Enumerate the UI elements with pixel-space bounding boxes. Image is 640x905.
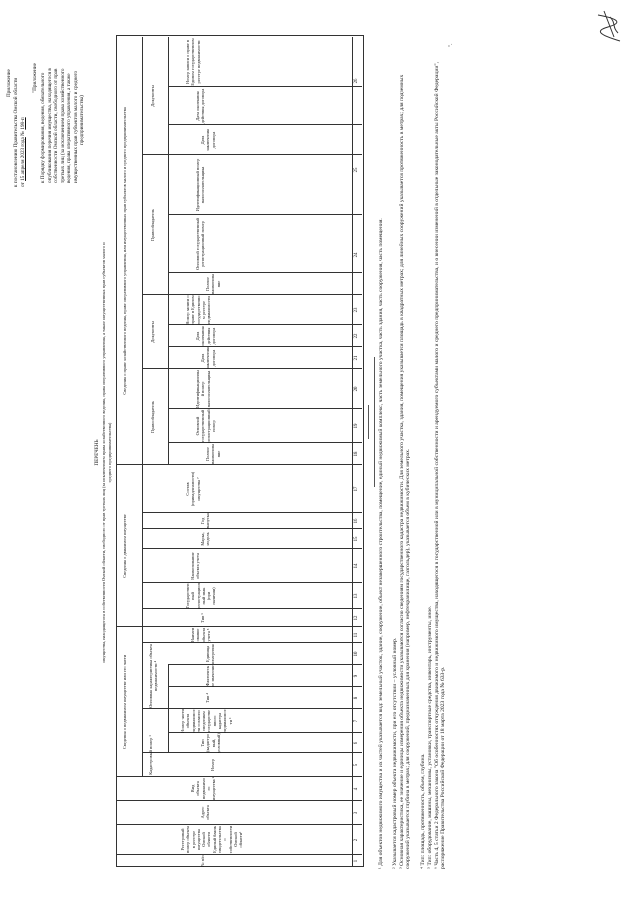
footnote-4: ⁴ Тип: площадь, протяженность, объем, глубина. xyxy=(420,753,426,869)
col-number: 16 xyxy=(354,518,359,524)
appendix-date: 15 апреля 2023 года xyxy=(20,137,26,181)
col-number: 23 xyxy=(354,307,359,313)
col-number: 22 xyxy=(354,333,359,339)
col-header-cadastral: Кадастровый номер ³ xyxy=(148,735,153,775)
col-header-doc-date-2: Дата заключения договора xyxy=(200,129,216,151)
col-number: 5 xyxy=(354,763,359,767)
footnote-1: ¹ Для объектов недвижимого имущества и их частей указывается вид: земельный участок, здание, сооружение, объект незавершенного строительства, помещение, единый недвижимый комплекс, часть земельного участка, часть здания, часть сооружения, часть помещения. xyxy=(378,218,384,869)
col-number: 2 xyxy=(354,838,359,842)
col-header-cad-number: Номер xyxy=(210,758,215,772)
document-title-line1: имущества, находящегося в собственности Омской области, свободного от прав третьих лиц (за исключением права хозяйственного ведения, права оперативного управления, а также имущественных прав субъектов малого и xyxy=(101,242,106,663)
appendix2-line: к Порядку формирования, ведения, обязательного xyxy=(40,72,46,183)
col-number: 17 xyxy=(354,486,359,492)
col-header-doc-num-2: Номер записи о праве в Едином государственном реестре недвижимости xyxy=(185,38,201,86)
group-header-movable: Сведения о движимом имуществе xyxy=(122,514,127,578)
col-header-mv-type: Тип ⁶ xyxy=(200,613,205,623)
appendix2-line: собственности Омской области, свободного от прав xyxy=(53,68,59,183)
col-header-doc-end-2: Дата окончания действия договора xyxy=(195,88,206,124)
col-number: 15 xyxy=(354,536,359,542)
col-number: 9 xyxy=(354,674,359,678)
group-header-rights: Сведения о праве хозяйственного ведения, праве оперативного управления, или имущественных прав субъектов малого и среднего предпринимательства xyxy=(122,107,127,395)
col-header-inn-2: Идентификационный номер налогоплательщика xyxy=(195,158,206,212)
appendix2-line: опубликования перечня имущества, находящегося в xyxy=(46,68,53,183)
footnote-5: ⁵ Тип: оборудование, машины, механизмы, установки, транспортные средства, инвентарь, инструменты, иное. xyxy=(427,605,433,869)
footnote-6: ⁶ Часть 4, 5 статьи 2 Федерального закона "Об особенностях отчуждения движимого и недвижимого имущества, находящегося в государственной или в муниципальной собственности и арендуемого субъектами малого и среднего предпринимательства, и о внесении изменений в отдельные законодательные акты Российской Федерации", распоряжение Правительства Российской Федерации от 18 марта 2023 года № 633-р. xyxy=(434,61,447,869)
col-header-part: Номер части объекта недвижимости согласно сведениям государственного кадастра недвижимости ³ xyxy=(180,709,233,733)
col-header-mv-year: Год выпуска xyxy=(200,513,211,529)
col-header-mc-fact: Фактическое значение xyxy=(205,665,216,687)
col-number: 24 xyxy=(354,252,359,258)
col-header-mc-type: Тип ⁴ xyxy=(205,693,210,703)
col-number: 1 xyxy=(354,859,359,863)
col-header-holder-2: Правообладатель xyxy=(150,208,155,242)
col-number: 13 xyxy=(354,593,359,599)
col-header-mainchar: Основная характеристика объекта недвижимости ⁴ xyxy=(148,644,159,708)
appendix2-title: "Приложение xyxy=(32,63,38,93)
document-title-line2: среднего предпринимательства) xyxy=(107,422,112,483)
document-heading: ПЕРЕЧЕНЬ xyxy=(94,439,100,466)
col-header-mv-reg: Государственный регистрационный знак (при наличии) xyxy=(185,583,217,609)
closing-mark: ". xyxy=(448,43,454,47)
footnote-3: ³ Основная характеристика, ее значение и единицы измерения объекта недвижимости указываются согласно сведениям государственного кадастра недвижимости. Для земельного участка, здания, помещения указывается площадь в квадратных метрах; для линейных сооружений указывается протяженность в метрах; для подземных сооружений указывается глубина в метрах; для сооружений, предназначенных для хранения (например, нефтехранилище, газгольдер), указывается объем в кубических метрах. xyxy=(399,74,412,869)
appendix-line-3: от 15 апреля 2023 года № 198-п xyxy=(20,117,26,187)
col-header-name-full-2: Полное наименование xyxy=(205,274,221,294)
appendix2-line: предпринимательства) xyxy=(79,95,85,145)
signature-line xyxy=(374,357,375,487)
handwritten-signature xyxy=(590,5,626,45)
group-header-realestate: Сведения о недвижимом имуществе или его части xyxy=(122,654,127,750)
col-number: 25 xyxy=(354,167,359,173)
appendix-line-2: к постановлению Правительства Омской области xyxy=(13,77,19,187)
footnote-2: ² Указывается кадастровый номер объекта недвижимости, при его отсутствии – условный номер. xyxy=(392,637,398,869)
col-number: 8 xyxy=(354,696,359,700)
col-header-reg: Реестровый номер объекта в реестре имущества Омской области Единый бланк свидетельства о собственности Омской области¹ xyxy=(180,825,244,854)
col-number: 11 xyxy=(354,632,359,638)
col-number: 12 xyxy=(354,615,359,621)
appendix2-line: третьих лиц (за исключением права хозяйственного xyxy=(59,68,66,183)
col-header-doc-end: Дата окончания действия договора xyxy=(195,326,216,346)
col-header-type: Вид объекта недвижимого имущества ² xyxy=(190,777,217,800)
col-number: 4 xyxy=(354,787,359,791)
col-header-inn: Идентификационный номер налогоплательщика xyxy=(195,370,211,408)
col-header-mv-name: Наименование объекта учета xyxy=(190,552,201,580)
col-header-docs-2: Документы xyxy=(150,85,155,107)
appendix-title: Приложение xyxy=(6,69,12,97)
col-number: 18 xyxy=(354,451,359,457)
col-header-cad-type: Тип (кадастровый, условный) xyxy=(200,733,221,753)
col-header-ogrn-2: Основной государственный регистрационный номер xyxy=(195,218,206,270)
appendix2-line: ведения, права оперативного управления, а также xyxy=(66,73,72,183)
col-header-address: Адрес объекта xyxy=(200,805,211,820)
appendix2-line: имущественных прав субъектов малого и среднего xyxy=(72,70,79,183)
col-number: 6 xyxy=(354,741,359,745)
col-header-name-full: Полное наименование xyxy=(205,444,221,464)
col-header-num: № п/п xyxy=(200,855,205,867)
col-number: 14 xyxy=(354,563,359,569)
col-header-docs: Документы xyxy=(150,321,155,343)
col-header-mc-unit: Единица измерения xyxy=(205,644,216,664)
col-header-mv-brand: Марка, модель xyxy=(200,532,211,546)
col-header-doc-date: Дата заключения договора xyxy=(200,347,216,369)
col-number: 20 xyxy=(354,386,359,392)
col-header-ogrn: Основной государственный регистрационный номер xyxy=(195,409,216,443)
col-number: 3 xyxy=(354,811,359,815)
col-number: 26 xyxy=(354,78,359,84)
col-number: 21 xyxy=(354,355,359,361)
col-number: 7 xyxy=(354,719,359,723)
col-number: 10 xyxy=(354,651,359,657)
col-header-doc-num: Номер записи о праве в Едином государственном реестре недвижимости xyxy=(185,295,212,325)
signature-line xyxy=(368,405,369,439)
col-header-name: Наименование объекта учета ⁵ xyxy=(190,627,211,643)
appendix-number: 198-п xyxy=(20,117,26,130)
col-header-holder: Правообладатель xyxy=(150,400,155,434)
col-header-mv-comp: Состав (принадлежности) имущества ⁷ xyxy=(185,471,201,507)
col-number: 19 xyxy=(354,423,359,429)
